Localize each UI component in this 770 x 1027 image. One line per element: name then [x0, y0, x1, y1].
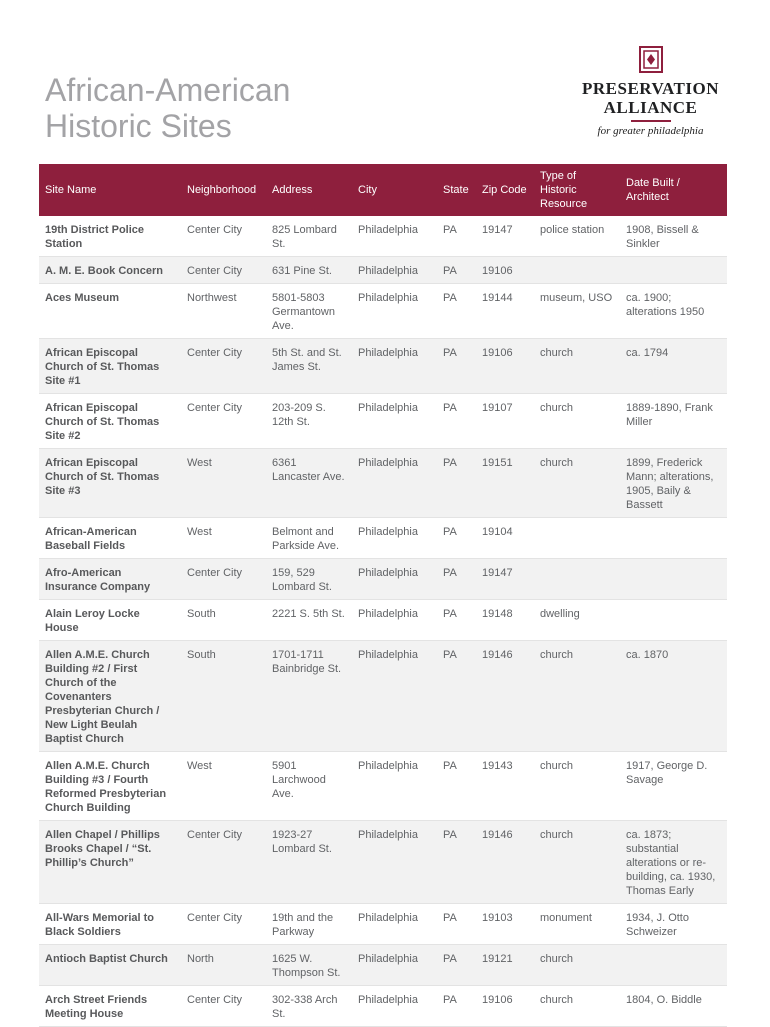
cell-resource-type — [534, 257, 620, 284]
cell-zip-code: 19148 — [476, 600, 534, 641]
table-row — [39, 394, 727, 449]
table-row — [39, 284, 727, 339]
cell-zip-code: 19104 — [476, 518, 534, 559]
cell-date-architect: 1889-1890, Frank Miller — [620, 394, 727, 449]
cell-city: Philadelphia — [352, 339, 437, 394]
cell-resource-type: museum, USO — [534, 284, 620, 339]
cell-resource-type: police station — [534, 216, 620, 257]
cell-neighborhood: South — [181, 600, 266, 641]
cell-resource-type: dwelling — [534, 600, 620, 641]
cell-site-name: Aces Museum — [39, 284, 181, 339]
cell-address: 6361 Lancaster Ave. — [266, 449, 352, 518]
cell-state: PA — [437, 394, 476, 449]
cell-city: Philadelphia — [352, 945, 437, 986]
table-row — [39, 339, 727, 394]
cell-resource-type: church — [534, 641, 620, 752]
cell-address: 5801-5803 Germantown Ave. — [266, 284, 352, 339]
cell-zip-code: 19106 — [476, 339, 534, 394]
cell-state: PA — [437, 752, 476, 821]
table-header-row — [39, 164, 727, 216]
cell-address: 631 Pine St. — [266, 257, 352, 284]
cell-state: PA — [437, 600, 476, 641]
header-zip-code: Zip Code — [476, 164, 534, 216]
cell-date-architect: ca. 1873; substantial alterations or re-building, ca. 1930, Thomas Early — [620, 821, 727, 904]
page-title — [45, 72, 290, 144]
cell-date-architect: 1908, Bissell & Sinkler — [620, 216, 727, 257]
cell-date-architect: 1934, J. Otto Schweizer — [620, 904, 727, 945]
table-row — [39, 904, 727, 945]
cell-city: Philadelphia — [352, 257, 437, 284]
cell-site-name: African-American Baseball Fields — [39, 518, 181, 559]
cell-site-name: Allen A.M.E. Church Building #2 / First Church of the Covenanters Presbyterian Church / New Light Beulah Baptist Church — [39, 641, 181, 752]
cell-zip-code: 19146 — [476, 641, 534, 752]
cell-date-architect: ca. 1900; alterations 1950 — [620, 284, 727, 339]
cell-date-architect: 1899, Frederick Mann; alterations, 1905, Baily & Bassett — [620, 449, 727, 518]
cell-city: Philadelphia — [352, 518, 437, 559]
cell-address: 19th and the Parkway — [266, 904, 352, 945]
table-body — [39, 216, 727, 1027]
cell-neighborhood: Center City — [181, 559, 266, 600]
cell-city: Philadelphia — [352, 559, 437, 600]
table-row — [39, 821, 727, 904]
cell-state: PA — [437, 559, 476, 600]
cell-state: PA — [437, 449, 476, 518]
cell-address: 5901 Larchwood Ave. — [266, 752, 352, 821]
cell-state: PA — [437, 641, 476, 752]
cell-resource-type — [534, 559, 620, 600]
cell-zip-code: 19151 — [476, 449, 534, 518]
cell-site-name: A. M. E. Book Concern — [39, 257, 181, 284]
cell-site-name: Antioch Baptist Church — [39, 945, 181, 986]
cell-city: Philadelphia — [352, 752, 437, 821]
cell-zip-code: 19107 — [476, 394, 534, 449]
page-title-line1: African-American — [45, 72, 291, 108]
cell-zip-code: 19147 — [476, 216, 534, 257]
logo-divider — [631, 120, 671, 122]
cell-address: 302-338 Arch St. — [266, 986, 352, 1027]
cell-state: PA — [437, 257, 476, 284]
table-row — [39, 986, 727, 1027]
cell-site-name: African Episcopal Church of St. Thomas Site #1 — [39, 339, 181, 394]
cell-neighborhood: Center City — [181, 394, 266, 449]
cell-neighborhood: South — [181, 641, 266, 752]
table-row — [39, 216, 727, 257]
cell-date-architect: 1917, George D. Savage — [620, 752, 727, 821]
table-row — [39, 945, 727, 986]
header-date-architect: Date Built / Architect — [620, 164, 727, 216]
cell-city: Philadelphia — [352, 600, 437, 641]
cell-site-name: Allen Chapel / Phillips Brooks Chapel / “St. Phillip’s Church” — [39, 821, 181, 904]
cell-state: PA — [437, 284, 476, 339]
header-city: City — [352, 164, 437, 216]
table-row — [39, 518, 727, 559]
cell-zip-code: 19106 — [476, 986, 534, 1027]
cell-resource-type: church — [534, 986, 620, 1027]
cell-date-architect — [620, 257, 727, 284]
cell-zip-code: 19146 — [476, 821, 534, 904]
cell-address: 1923-27 Lombard St. — [266, 821, 352, 904]
cell-site-name: Allen A.M.E. Church Building #3 / Fourth Reformed Presbyterian Church Building — [39, 752, 181, 821]
cell-site-name: All-Wars Memorial to Black Soldiers — [39, 904, 181, 945]
cell-neighborhood: West — [181, 518, 266, 559]
cell-resource-type: church — [534, 394, 620, 449]
cell-address: 203-209 S. 12th St. — [266, 394, 352, 449]
cell-zip-code: 19103 — [476, 904, 534, 945]
cell-resource-type: church — [534, 449, 620, 518]
cell-zip-code: 19144 — [476, 284, 534, 339]
cell-address: 2221 S. 5th St. — [266, 600, 352, 641]
cell-state: PA — [437, 216, 476, 257]
cell-zip-code: 19121 — [476, 945, 534, 986]
cell-zip-code: 19147 — [476, 559, 534, 600]
cell-neighborhood: North — [181, 945, 266, 986]
cell-resource-type: church — [534, 339, 620, 394]
cell-city: Philadelphia — [352, 641, 437, 752]
cell-date-architect: ca. 1794 — [620, 339, 727, 394]
cell-date-architect — [620, 945, 727, 986]
cell-resource-type: church — [534, 945, 620, 986]
cell-site-name: Afro-American Insurance Company — [39, 559, 181, 600]
table-row — [39, 257, 727, 284]
table-row — [39, 752, 727, 821]
cell-neighborhood: West — [181, 752, 266, 821]
cell-city: Philadelphia — [352, 449, 437, 518]
page-title-line2: Historic Sites — [45, 108, 232, 144]
preservation-alliance-logo — [573, 44, 728, 144]
cell-state: PA — [437, 986, 476, 1027]
cell-site-name: Arch Street Friends Meeting House — [39, 986, 181, 1027]
cell-date-architect — [620, 559, 727, 600]
cell-city: Philadelphia — [352, 986, 437, 1027]
cell-city: Philadelphia — [352, 284, 437, 339]
cell-resource-type: church — [534, 752, 620, 821]
cell-site-name: 19th District Police Station — [39, 216, 181, 257]
cell-resource-type: monument — [534, 904, 620, 945]
cell-neighborhood: West — [181, 449, 266, 518]
cell-address: 1625 W. Thompson St. — [266, 945, 352, 986]
table-row — [39, 600, 727, 641]
cell-date-architect: 1804, O. Biddle — [620, 986, 727, 1027]
table-row — [39, 449, 727, 518]
cell-resource-type: church — [534, 821, 620, 904]
cell-zip-code: 19143 — [476, 752, 534, 821]
cell-site-name: Alain Leroy Locke House — [39, 600, 181, 641]
cell-zip-code: 19106 — [476, 257, 534, 284]
cell-state: PA — [437, 821, 476, 904]
cell-date-architect: ca. 1870 — [620, 641, 727, 752]
header-site-name: Site Name — [39, 164, 181, 216]
cell-state: PA — [437, 904, 476, 945]
cell-neighborhood: Center City — [181, 257, 266, 284]
cell-city: Philadelphia — [352, 821, 437, 904]
header-address: Address — [266, 164, 352, 216]
logo-emblem-icon — [639, 46, 663, 73]
logo-text-line1: PRESERVATION — [581, 79, 720, 98]
cell-date-architect — [620, 518, 727, 559]
cell-state: PA — [437, 945, 476, 986]
header-state: State — [437, 164, 476, 216]
cell-neighborhood: Center City — [181, 904, 266, 945]
header-neighborhood: Neighborhood — [181, 164, 266, 216]
cell-neighborhood: Northwest — [181, 284, 266, 339]
cell-neighborhood: Center City — [181, 216, 266, 257]
cell-address: 5th St. and St. James St. — [266, 339, 352, 394]
table-row — [39, 641, 727, 752]
cell-address: 159, 529 Lombard St. — [266, 559, 352, 600]
header-resource-type: Type of Historic Resource — [534, 164, 620, 216]
cell-neighborhood: Center City — [181, 986, 266, 1027]
cell-address: 1701-1711 Bainbridge St. — [266, 641, 352, 752]
cell-address: Belmont and Parkside Ave. — [266, 518, 352, 559]
logo-tagline: for greater philadelphia — [597, 125, 704, 137]
cell-city: Philadelphia — [352, 216, 437, 257]
cell-neighborhood: Center City — [181, 339, 266, 394]
cell-city: Philadelphia — [352, 904, 437, 945]
historic-sites-table — [39, 164, 727, 1027]
cell-site-name: African Episcopal Church of St. Thomas Site #2 — [39, 394, 181, 449]
cell-date-architect — [620, 600, 727, 641]
cell-city: Philadelphia — [352, 394, 437, 449]
cell-address: 825 Lombard St. — [266, 216, 352, 257]
table-row — [39, 559, 727, 600]
cell-neighborhood: Center City — [181, 821, 266, 904]
cell-site-name: African Episcopal Church of St. Thomas Site #3 — [39, 449, 181, 518]
cell-state: PA — [437, 518, 476, 559]
cell-resource-type — [534, 518, 620, 559]
logo-text-line2: ALLIANCE — [603, 98, 698, 117]
cell-state: PA — [437, 339, 476, 394]
